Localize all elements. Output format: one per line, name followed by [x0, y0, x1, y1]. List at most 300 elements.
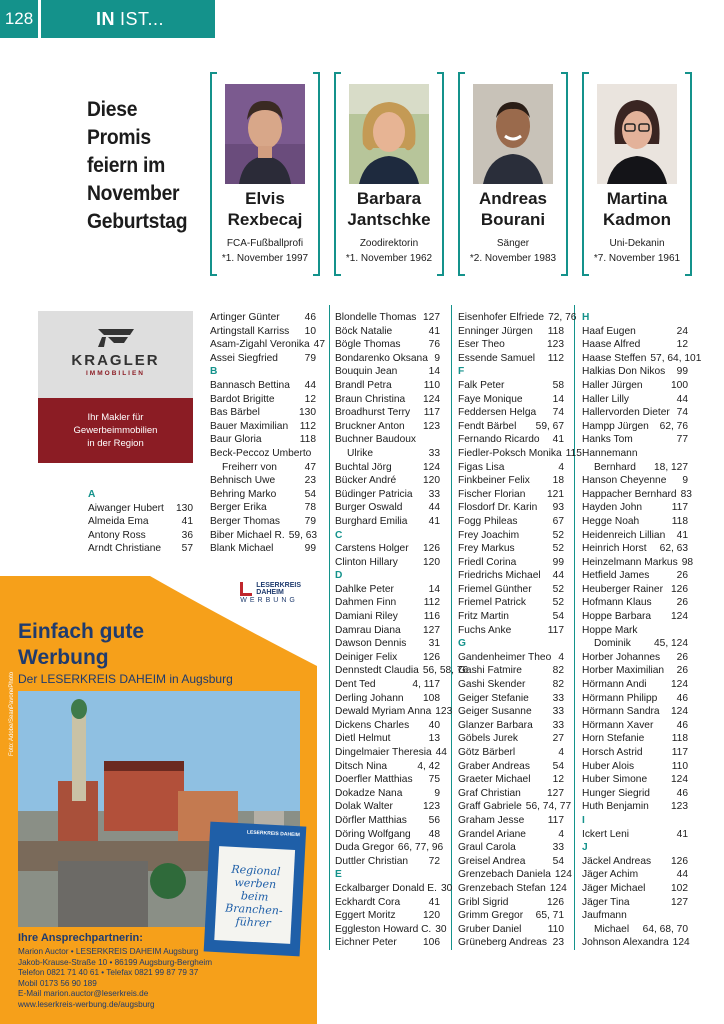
index-entry [335, 909, 440, 923]
index-entry [210, 352, 316, 366]
index-entry-name: Eisenhofer Elfriede [458, 312, 545, 323]
index-entry [458, 447, 582, 461]
index-entry-name: Buchtal Jörg [335, 461, 392, 473]
celebrity-photo [349, 84, 429, 184]
index-entry-pages: 12 [676, 339, 688, 351]
celebrity-photo [597, 84, 677, 184]
index-entry-pages: 59, 63 [288, 529, 318, 541]
index-entry-name: Arndt Christiane [88, 543, 162, 555]
index-entry [458, 596, 564, 610]
index-entry [582, 787, 688, 801]
index-entry-pages: 123 [547, 339, 564, 351]
index-entry-pages: 123 [671, 801, 688, 813]
index-entry-pages: 56, 58, 76 [422, 665, 469, 677]
index-entry-name: Haller Lilly [582, 393, 629, 405]
index-entry-pages: 120 [423, 556, 440, 568]
index-entry [458, 664, 564, 678]
index-entry [582, 325, 688, 339]
index-entry-name: Dominik [594, 638, 631, 650]
index-entry-pages: 9 [682, 475, 688, 487]
index-entry [582, 461, 688, 475]
index-entry-pages: 46 [676, 692, 688, 704]
index-entry-name: Almeida Ema [88, 516, 149, 528]
index-entry [210, 338, 325, 352]
index-entry [582, 379, 688, 393]
index-entry-name: Friedl Corina [458, 556, 517, 568]
index-entry-pages: 40 [428, 719, 440, 731]
index-entry-name: Hetfield James [582, 570, 650, 582]
celebrity-card [210, 72, 320, 276]
index-letter: H [582, 312, 590, 323]
index-entry [458, 760, 564, 774]
index-entry-pages: 45, 124 [654, 638, 688, 650]
index-entry-pages: 126 [671, 855, 688, 867]
index-entry [458, 855, 564, 869]
index-entry-name: Gandenheimer Theo [458, 651, 552, 663]
index-entry [335, 365, 440, 379]
index-entry [458, 406, 564, 420]
index-entry [210, 393, 316, 407]
index-entry-name: Jäger Achim [582, 869, 639, 881]
index-entry-name: Haase Steffen [582, 352, 647, 364]
index-entry [335, 447, 440, 461]
index-entry [458, 338, 564, 352]
index-entry-name: Heuberger Rainer [582, 583, 663, 595]
index-entry-name: Biber Michael R. [210, 529, 285, 541]
index-entry [335, 583, 440, 597]
celebrity-card [582, 72, 692, 276]
index-entry [335, 746, 447, 760]
index-entry-pages: 118 [547, 325, 564, 337]
index-entry [335, 719, 440, 733]
index-entry-name: Hörmann Philipp [582, 692, 658, 704]
index-entry-pages: 126 [547, 896, 564, 908]
index-entry [582, 569, 688, 583]
index-entry-name: Fischer Florian [458, 488, 526, 500]
index-entry-pages: 118 [299, 434, 316, 446]
index-entry-name: Graul Carola [458, 842, 516, 854]
index-entry-name: Ulrike [347, 447, 374, 459]
index-entry [582, 868, 688, 882]
index-entry [582, 760, 688, 774]
index-entry [582, 433, 688, 447]
index-entry-name: Assei Siegfried [210, 352, 278, 364]
celebrity-role: Zoodirektorin [359, 238, 419, 249]
index-entry-name: Hallervorden Dieter [582, 407, 670, 419]
index-entry [335, 800, 440, 814]
headline-line: Geburtstag [87, 210, 188, 233]
headline [87, 96, 193, 236]
index-entry-pages: 62, 63 [659, 543, 688, 555]
index-entry-name: Broadhurst Terry [335, 407, 411, 419]
ad-brand-line: WERBUNG [240, 597, 298, 604]
headline-line: Promis [87, 126, 151, 149]
index-entry-pages: 120 [423, 475, 440, 487]
index-entry-pages: 52 [552, 529, 564, 541]
index-entry-name: Damiani Riley [335, 611, 398, 623]
index-entry [335, 705, 453, 719]
index-entry-name: Hanks Tom [582, 434, 633, 446]
index-entry-pages: 72, 76 [548, 312, 577, 323]
ad-booklet-text [217, 862, 292, 931]
index-entry-name: Fernando Ricardo [458, 434, 540, 446]
index-entry-pages: 26 [676, 665, 688, 677]
celebrity-last-name: Bourani [480, 210, 546, 229]
index-entry-name: Haase Alfred [582, 339, 641, 351]
index-entry-name: Beck-Peccoz Umberto [210, 447, 312, 459]
index-entry [335, 773, 440, 787]
index-entry-pages: 59, 67 [535, 420, 564, 432]
index-entry-pages: 117 [547, 814, 564, 826]
index-entry-pages: 44 [428, 502, 440, 514]
index-entry-pages: 52 [552, 543, 564, 555]
index-entry [335, 787, 440, 801]
index-entry-pages: 100 [671, 379, 688, 391]
index-entry [88, 529, 193, 543]
index-entry-pages: 52 [552, 597, 564, 609]
index-entry-pages: 9 [434, 352, 440, 364]
index-entry [582, 420, 688, 434]
index-entry-name: Grenzebach Daniela [458, 869, 551, 881]
index-entry-name: Enninger Jürgen [458, 325, 533, 337]
index-entry-name: Clinton Hillary [335, 556, 398, 568]
index-entry-pages: 23 [552, 937, 564, 949]
index-entry-name: Fritz Martin [458, 611, 509, 623]
ad-booklet-line: werben beim [234, 875, 277, 904]
section-title-bold: IN [96, 8, 115, 29]
index-entry-name: Eggert Moritz [335, 910, 396, 922]
index-entry [582, 909, 688, 923]
index-entry-pages: 79 [304, 352, 316, 364]
index-entry [458, 868, 572, 882]
index-entry-pages: 117 [671, 747, 688, 758]
contact-website[interactable]: www.leserkreis-werbung.de/augsburg [18, 999, 155, 1009]
index-entry [582, 637, 688, 651]
index-entry-pages: 110 [423, 379, 440, 391]
index-entry-name: Büdinger Patricia [335, 488, 413, 500]
headline-line: feiern im [87, 154, 166, 177]
leserkreis-logo-icon [240, 582, 252, 596]
index-entry [210, 325, 316, 339]
index-entry-pages: 127 [547, 787, 564, 799]
celebrity-role: Uni-Dekanin [609, 238, 665, 249]
index-entry-pages: 115 [565, 447, 582, 459]
index-entry [335, 325, 440, 339]
index-entry [458, 420, 564, 434]
index-entry [582, 393, 688, 407]
index-entry-pages: 46 [676, 787, 688, 799]
index-entry [458, 325, 564, 339]
index-entry-name: Greisel Andrea [458, 855, 526, 867]
index-entry [458, 515, 564, 529]
index-entry-pages: 123 [423, 420, 440, 432]
index-entry-name: Jäger Michael [582, 882, 646, 894]
index-entry-name: Dennstedt Claudia [335, 665, 419, 677]
index-entry-pages: 82 [552, 679, 564, 691]
column-divider [574, 305, 575, 950]
celebrity-card [334, 72, 444, 276]
index-entry [458, 624, 564, 638]
index-entry-pages: 130 [176, 502, 193, 514]
index-entry-name: Hoppe Barbara [582, 611, 652, 623]
index-entry-name: Hayden John [582, 502, 643, 514]
index-entry [582, 773, 688, 787]
index-letter: C [335, 529, 343, 541]
ad-booklet-brand: LESERKREIS DAHEIM [246, 829, 301, 839]
index-entry-pages: 116 [423, 611, 440, 623]
index-entry-name: Derling Johann [335, 692, 404, 704]
index-entry-name: Asam-Zigahl Veronika [210, 339, 310, 351]
index-entry-name: Hoppe Mark [582, 624, 638, 636]
index-entry-pages: 41 [676, 529, 688, 541]
index-entry-name: Berger Thomas [210, 515, 281, 527]
index-entry-pages: 124 [549, 882, 567, 894]
index-entry [88, 542, 193, 556]
celebrity-first-name: Barbara [356, 189, 422, 208]
index-entry-pages: 76 [428, 339, 440, 351]
index-entry [335, 515, 440, 529]
index-entry-pages: 127 [423, 312, 440, 323]
index-entry [335, 406, 440, 420]
celebrity-birthday: *7. November 1961 [593, 253, 681, 264]
index-entry-name: Dahlke Peter [335, 583, 394, 595]
index-entry [458, 936, 564, 950]
index-entry-pages: 110 [671, 760, 688, 772]
index-entry [210, 311, 316, 325]
index-entry [582, 515, 688, 529]
index-entry [582, 855, 688, 869]
index-entry-pages: 36 [181, 529, 193, 541]
index-entry [335, 896, 440, 910]
index-entry [582, 583, 688, 597]
index-entry-name: Döring Wolfgang [335, 828, 411, 840]
index-entry-pages: 4 [558, 461, 564, 473]
index-entry-name: Artingstall Karriss [210, 325, 290, 337]
index-entry [458, 678, 564, 692]
index-entry-name: Feddersen Helga [458, 407, 537, 419]
section-title-rest: IST... [120, 8, 165, 29]
index-entry-pages: 124 [671, 774, 688, 786]
index-entry-name: Dawson Dennis [335, 638, 407, 650]
celebrity-last-name: Rexbecaj [227, 210, 303, 229]
index-entry [210, 406, 316, 420]
index-entry [582, 923, 688, 937]
index-entry-pages: 83 [680, 488, 692, 500]
index-entry-pages: 112 [423, 597, 440, 609]
index-entry [458, 787, 564, 801]
index-entry-pages: 99 [304, 543, 316, 555]
index-entry [210, 488, 316, 502]
index-entry-pages: 117 [671, 502, 688, 514]
index-entry-pages: 126 [423, 651, 440, 663]
index-letter: B [210, 366, 218, 378]
index-entry-name: Jäger Tina [582, 896, 630, 908]
index-entry-name: Gruber Daniel [458, 923, 522, 935]
index-entry-name: Hampp Jürgen [582, 420, 649, 432]
index-entry-name: Hörmann Sandra [582, 706, 660, 718]
index-entry-name: Finkbeiner Felix [458, 475, 530, 487]
index-entry-pages: 13 [428, 733, 440, 745]
index-entry-name: Graber Andreas [458, 760, 530, 772]
index-entry [458, 882, 567, 896]
ad-brand-line: DAHEIM [256, 589, 284, 596]
index-entry-pages: 33 [552, 719, 564, 731]
index-entry-name: Behring Marko [210, 488, 277, 500]
index-entry-pages: 110 [547, 923, 564, 935]
index-entry [582, 882, 688, 896]
index-entry-name: Hegge Noah [582, 515, 640, 527]
index-entry-name: Dewald Myriam Anna [335, 706, 432, 718]
index-entry [458, 352, 564, 366]
index-entry [458, 814, 564, 828]
leserkreis-ad[interactable] [0, 576, 317, 1024]
index-entry-name: Duda Gregor [335, 842, 394, 854]
index-entry-pages: 52 [552, 583, 564, 595]
index-entry-pages: 4 [558, 651, 564, 663]
index-entry [458, 773, 564, 787]
index-entry-name: Ickert Leni [582, 828, 629, 840]
index-entry-pages: 46 [304, 312, 316, 323]
index-entry-pages: 130 [299, 407, 316, 419]
index-entry-pages: 99 [552, 556, 564, 568]
index-entry-name: Eckhardt Cora [335, 896, 401, 908]
index-entry-name: Blondelle Thomas [335, 312, 417, 323]
index-entry [210, 542, 316, 556]
index-entry-name: Bücker André [335, 475, 397, 487]
index-entry-name: Dolak Walter [335, 801, 393, 813]
celebrity-card [458, 72, 568, 276]
index-entry-pages: 54 [304, 488, 316, 500]
index-entry-name: Freiherr von [222, 461, 277, 473]
index-entry-name: Behnisch Uwe [210, 475, 276, 487]
index-entry [335, 692, 440, 706]
index-entry [458, 433, 564, 447]
index-entry-pages: 10 [304, 325, 316, 337]
index-entry [335, 501, 440, 515]
kragler-tagline [38, 398, 193, 463]
index-entry [335, 624, 440, 638]
contact-email[interactable]: E-Mail marion.auctor@leserkreis.de [18, 989, 149, 999]
index-entry [582, 651, 688, 665]
index-column [210, 311, 325, 556]
index-entry [335, 596, 440, 610]
index-entry-pages: 124 [671, 611, 688, 623]
index-entry-pages: 118 [671, 733, 688, 745]
index-entry [335, 678, 440, 692]
index-entry-name: Bondarenko Oksana [335, 352, 428, 364]
index-entry-name: Grüneberg Andreas [458, 937, 547, 949]
index-entry [458, 556, 564, 570]
index-entry-name: Burghard Emilia [335, 515, 408, 527]
index-entry-name: Bernhard [594, 461, 636, 473]
index-entry-name: Grandel Ariane [458, 828, 526, 840]
index-entry-name: Fogg Phileas [458, 515, 518, 527]
index-entry-pages: 57 [181, 543, 193, 555]
index-entry-name: Burger Oswald [335, 502, 403, 514]
page-number: 128 [0, 0, 38, 38]
index-entry-name: Artinger Günter [210, 312, 280, 323]
index-entry-name: Geiger Stefanie [458, 692, 529, 704]
index-entry [582, 719, 688, 733]
index-entry-name: Graf Christian [458, 787, 521, 799]
index-entry [335, 651, 440, 665]
index-entry-pages: 4, 117 [412, 679, 440, 691]
index-entry-pages: 24 [676, 325, 688, 337]
index-entry [458, 474, 564, 488]
index-entry-name: Heinrich Horst [582, 543, 647, 555]
index-entry-pages: 74 [676, 407, 688, 419]
index-entry [582, 746, 688, 760]
index-entry [582, 705, 688, 719]
index-entry [335, 923, 447, 937]
index-entry-name: Jäckel Andreas [582, 855, 652, 867]
index-entry-name: Hanson Cheyenne [582, 475, 667, 487]
index-entry-pages: 98 [681, 556, 694, 568]
index-entry-name: Buchner Baudoux [335, 434, 416, 446]
index-entry-name: Berger Erika [210, 502, 267, 514]
index-entry [582, 800, 688, 814]
index-entry [582, 501, 688, 515]
index-entry-name: Damrau Diana [335, 624, 401, 636]
ad-booklet-line: Regional [231, 862, 281, 879]
index-entry-name: Graeter Michael [458, 774, 531, 786]
index-entry-pages: 56 [428, 814, 440, 826]
index-entry-pages: 54 [552, 855, 564, 867]
index-entry [458, 311, 577, 325]
index-entry-name: Göbels Jurek [458, 733, 519, 745]
index-entry-pages: 74 [552, 407, 564, 419]
index-entry-pages: 41 [428, 896, 440, 908]
index-entry-pages: 44 [676, 869, 688, 881]
index-letter: J [582, 842, 588, 854]
ad-booklet [204, 822, 307, 957]
index-entry [458, 651, 564, 665]
index-entry-name: Friemel Patrick [458, 597, 526, 609]
index-entry-name: Haller Jürgen [582, 379, 643, 391]
index-entry-name: Halkias Don Nikos [582, 366, 666, 378]
kragler-ad[interactable] [38, 311, 193, 463]
index-entry-pages: 127 [671, 896, 688, 908]
index-entry-name: Bouquin Jean [335, 366, 398, 378]
index-entry-pages: 57, 64, 101 [650, 352, 702, 364]
index-entry-pages: 33 [552, 706, 564, 718]
index-entry [335, 882, 453, 896]
headline-line: Diese [87, 98, 138, 121]
index-entry-name: Baur Gloria [210, 434, 262, 446]
index-entry [210, 515, 316, 529]
index-entry [335, 311, 440, 325]
ad-brand-line: LESERKREIS [256, 582, 301, 589]
celebrity-photo [225, 84, 305, 184]
index-entry-pages: 124 [672, 937, 690, 949]
index-entry [335, 936, 440, 950]
index-entry [210, 501, 316, 515]
index-entry-name: Hörmann Xaver [582, 719, 654, 731]
index-entry [582, 447, 688, 461]
index-entry-pages: 120 [423, 910, 440, 922]
index-entry [458, 501, 564, 515]
index-entry [582, 732, 688, 746]
index-entry-pages: 124 [671, 679, 688, 691]
index-entry-name: Blank Michael [210, 543, 274, 555]
index-entry [210, 461, 316, 475]
index-entry-name: Bannasch Bettina [210, 379, 290, 391]
index-entry-name: Bauer Maximilian [210, 420, 289, 432]
index-entry-name: Huber Alois [582, 760, 635, 772]
index-entry [335, 352, 440, 366]
headline-line: November [87, 182, 180, 205]
column-divider [329, 305, 330, 950]
